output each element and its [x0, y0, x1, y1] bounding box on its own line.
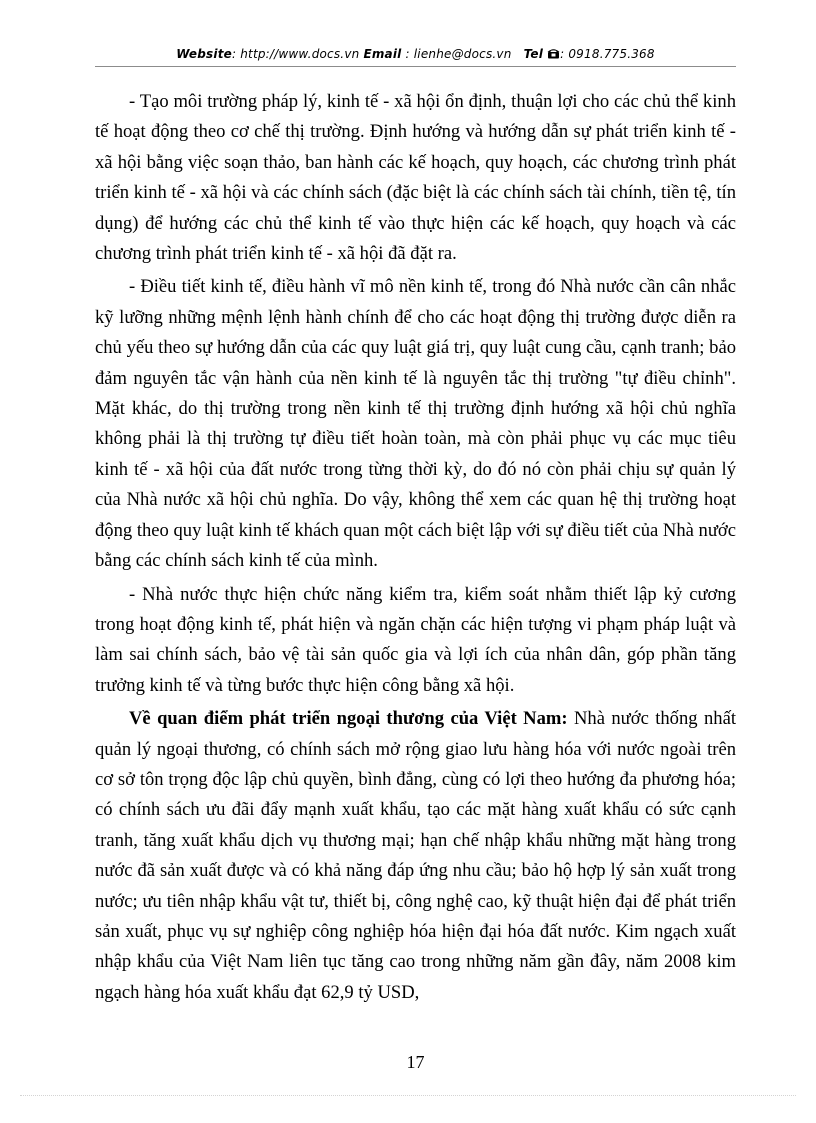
paragraph-heading: Về quan điểm phát triển ngoại thương của Việt Nam: — [129, 708, 568, 730]
paragraph-legal-environment: - Tạo môi trường pháp lý, kinh tế - xã hội ổn định, thuận lợi cho các chủ thể kinh tế hoạt động theo cơ chế thị trường. Định hướng và hướng dẫn sự phát triển kinh tế - xã hội bằng việc soạn thảo, ban hành các kế hoạch, quy hoạch, các chương trình phát triển kinh tế - xã hội và các chính sách (đặc biệt là các chính sách tài chính, tiền tệ, tín dụng) để hướng các chủ thể kinh tế vào thực hiện các kế hoạch, quy hoạch và các chương trình phát triển kinh tế - xã hội đã đặt ra. — [95, 91, 736, 265]
footer-divider — [20, 1095, 796, 1096]
email-value: : lienhe@docs.vn — [401, 47, 512, 61]
telephone-icon — [547, 47, 560, 61]
page-header — [95, 47, 736, 61]
paragraph-economic-regulation: - Điều tiết kinh tế, điều hành vĩ mô nền kinh tế, trong đó Nhà nước cần cân nhắc kỹ lưỡng những mệnh lệnh hành chính để cho các hoạt động thị trường được diễn ra chủ yếu theo sự hướng dẫn của các quy luật giá trị, quy luật cung cầu, cạnh tranh; bảo đảm nguyên tắc vận hành của nền kinh tế là nguyên tắc thị trường "tự điều chỉnh". Mặt khác, do thị trường trong nền kinh tế thị trường định hướng xã hội chủ nghĩa không phải là thị trường tự điều tiết hoàn toàn, mà còn phải phục vụ các mục tiêu kinh tế - xã hội của đất nước trong từng thời kỳ, do đó nó còn phải chịu sự quản lý của Nhà nước xã hội chủ nghĩa. Do vậy, không thể xem các quan hệ thị trường hoạt động theo quy luật kinh tế khách quan một cách biệt lập với sự điều tiết của Nhà nước bằng các chính sách kinh tế của mình. — [95, 276, 736, 572]
tel-value: : 0918.775.368 — [560, 47, 655, 61]
page-number: 17 — [406, 1052, 425, 1072]
document-body — [95, 87, 736, 1008]
paragraph-foreign-trade — [95, 704, 736, 1008]
website-value: : http://www.docs.vn — [231, 47, 360, 61]
website-label: Website — [176, 47, 232, 61]
email-label: Email — [363, 47, 402, 61]
header-divider — [95, 66, 736, 67]
paragraph-inspection-control: - Nhà nước thực hiện chức năng kiểm tra, kiểm soát nhằm thiết lập kỷ cương trong hoạt động kinh tế, phát hiện và ngăn chặn các hiện tượng vi phạm pháp luật và làm sai chính sách, bảo vệ tài sản quốc gia và lợi ích của nhân dân, góp phần tăng trưởng kinh tế và từng bước thực hiện công bằng xã hội. — [95, 583, 736, 696]
paragraph-text: Nhà nước thống nhất quản lý ngoại thương, có chính sách mở rộng giao lưu hàng hóa với nước ngoài trên cơ sở tôn trọng độc lập chủ quyền, bình đẳng, cùng có lợi theo hướng đa phương hóa; có chính sách ưu đãi đẩy mạnh xuất khẩu, tạo các mặt hàng xuất khẩu có sức cạnh tranh, tăng xuất khẩu dịch vụ thương mại; hạn chế nhập khẩu những mặt hàng trong nước đã sản xuất được và có khả năng đáp ứng nhu cầu; bảo hộ hợp lý sản xuất trong nước; ưu tiên nhập khẩu vật tư, thiết bị, công nghệ cao, kỹ thuật hiện đại để phát triển sản xuất, phục vụ sự nghiệp công nghiệp hóa hiện đại hóa đất nước. Kim ngạch xuất nhập khẩu của Việt Nam liên tục tăng cao trong những năm gần đây, năm 2008 kim ngạch hàng hóa xuất khẩu đạt 62,9 tỷ USD, — [95, 708, 736, 1003]
tel-label: Tel — [523, 47, 544, 61]
